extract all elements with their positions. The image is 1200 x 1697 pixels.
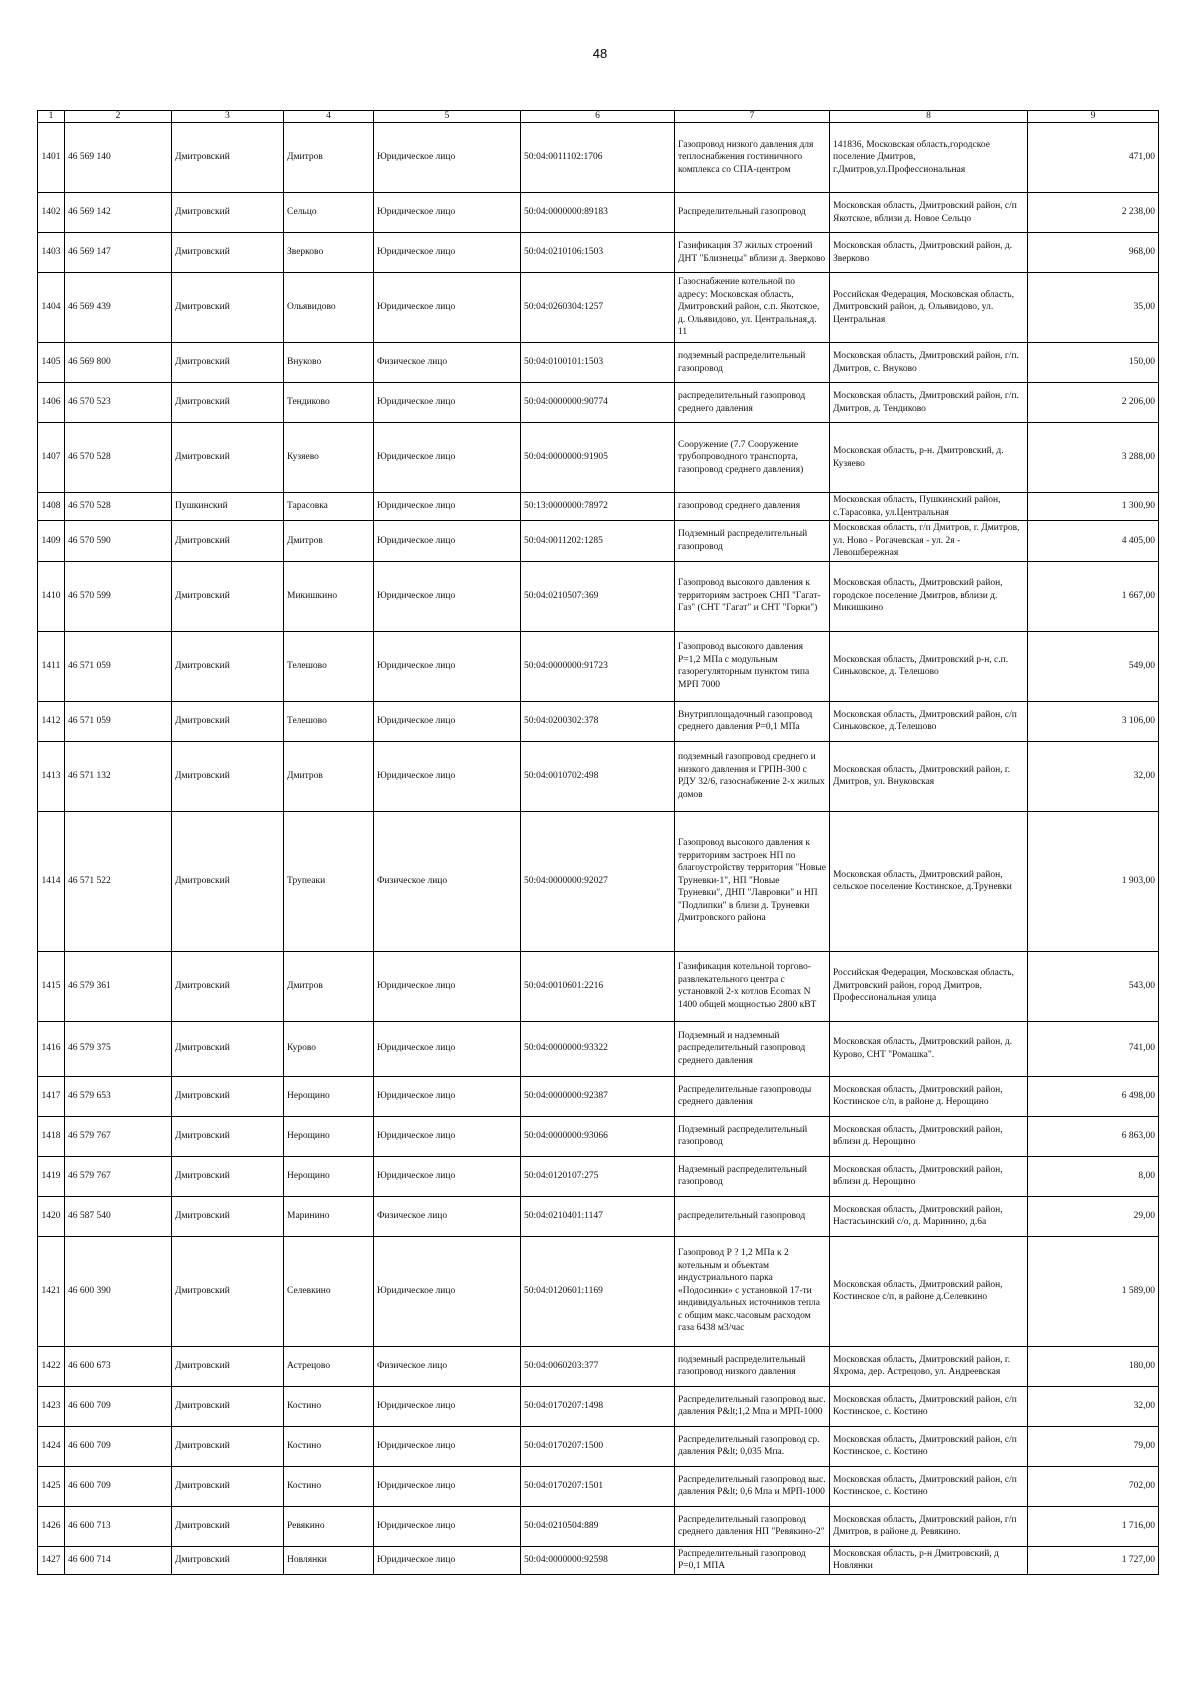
table-cell-col7: Распределительный газопровод ср. давления P&lt; 0,035 Мпа. — [675, 1426, 830, 1466]
table-cell-col7: Газопровод высокого давления к территориям застроек НП по благоустройству территория "Новые Труневки-1", НП "Новые Труневки", ДНП "Лавровки" и НП "Подлипки" в близи д. Труневки Дмитровского района — [675, 811, 830, 951]
table-cell-col3: Пушкинский — [172, 493, 284, 521]
header-row — [38, 111, 1159, 123]
table-cell-col7: Газификация 37 жилых строений ДНТ "Близнецы" вблизи д. Зверково — [675, 233, 830, 273]
table-cell-col6: 50:04:0000000:90774 — [521, 383, 675, 423]
table-cell-col9: 29,00 — [1028, 1196, 1159, 1236]
table-cell-col6: 50:04:0120107:275 — [521, 1156, 675, 1196]
table-cell-col8: Московская область, Дмитровский р-н, с.п. Синьковское, д. Телешово — [830, 631, 1028, 701]
table-cell-col3: Дмитровский — [172, 1506, 284, 1546]
column-header: 8 — [830, 111, 1028, 123]
table-cell-col3: Дмитровский — [172, 1156, 284, 1196]
table-cell-col4: Сельцо — [284, 193, 374, 233]
table-cell-col4: Селевкино — [284, 1236, 374, 1346]
table-cell-col9: 968,00 — [1028, 233, 1159, 273]
table-cell-col2: 46 600 714 — [65, 1546, 172, 1574]
table-cell-col5: Юридическое лицо — [374, 1076, 521, 1116]
table-cell-col3: Дмитровский — [172, 383, 284, 423]
table-cell-col1: 1417 — [38, 1076, 65, 1116]
table-cell-col2: 46 579 767 — [65, 1156, 172, 1196]
table-cell-col9: 8,00 — [1028, 1156, 1159, 1196]
table-cell-col7: подземный распределительный газопровод — [675, 343, 830, 383]
table-cell-col9: 3 106,00 — [1028, 701, 1159, 741]
table-cell-col7: Газоснабжение котельной по адресу: Московская область, Дмитровский район, с.п. Якотское, д. Ольявидово, ул. Центральная,д. 11 — [675, 273, 830, 343]
table-cell-col4: Ольявидово — [284, 273, 374, 343]
table-cell-col8: Московская область, г/п Дмитров, г. Дмитров, ул. Ново - Рогачевская - ул. 2я - Левошбережная — [830, 521, 1028, 562]
table-cell-col9: 32,00 — [1028, 741, 1159, 811]
table-cell-col4: Ревякино — [284, 1506, 374, 1546]
table-cell-col5: Юридическое лицо — [374, 1506, 521, 1546]
table-row — [38, 631, 1159, 701]
table-cell-col3: Дмитровский — [172, 811, 284, 951]
table-cell-col5: Юридическое лицо — [374, 1466, 521, 1506]
table-cell-col7: Газопровод высокого давления к территориям застроек СНП "Гагат-Газ" (СНТ "Гагат" и СНТ "Горки") — [675, 561, 830, 631]
table-cell-col3: Дмитровский — [172, 561, 284, 631]
table-cell-col2: 46 571 059 — [65, 701, 172, 741]
table-cell-col7: Подземный распределительный газопровод — [675, 521, 830, 562]
table-cell-col2: 46 579 361 — [65, 951, 172, 1021]
table-cell-col1: 1408 — [38, 493, 65, 521]
table-cell-col2: 46 579 375 — [65, 1021, 172, 1076]
table-cell-col3: Дмитровский — [172, 951, 284, 1021]
table-cell-col8: Московская область, Дмитровский район, с/п Костинское, с. Костино — [830, 1386, 1028, 1426]
table-cell-col9: 35,00 — [1028, 273, 1159, 343]
table-cell-col9: 6 498,00 — [1028, 1076, 1159, 1116]
table-cell-col9: 3 288,00 — [1028, 423, 1159, 493]
table-cell-col1: 1414 — [38, 811, 65, 951]
table-cell-col6: 50:04:0000000:92027 — [521, 811, 675, 951]
table-cell-col8: Московская область, Дмитровский район, г/п Дмитров, в районе д. Ревякино. — [830, 1506, 1028, 1546]
table-row — [38, 343, 1159, 383]
table-cell-col8: Московская область, Дмитровский район, с/п Якотское, вблизи д. Новое Сельцо — [830, 193, 1028, 233]
table-cell-col5: Юридическое лицо — [374, 123, 521, 193]
table-cell-col5: Юридическое лицо — [374, 1116, 521, 1156]
table-cell-col3: Дмитровский — [172, 1386, 284, 1426]
table-row — [38, 233, 1159, 273]
table-cell-col6: 50:04:0010601:2216 — [521, 951, 675, 1021]
table-cell-col5: Юридическое лицо — [374, 951, 521, 1021]
table-cell-col7: Распределительный газопровод выс. давления P&lt;1,2 Мпа и МРП-1000 — [675, 1386, 830, 1426]
table-cell-col4: Маринино — [284, 1196, 374, 1236]
table-cell-col2: 46 570 590 — [65, 521, 172, 562]
table-cell-col1: 1420 — [38, 1196, 65, 1236]
table-cell-col3: Дмитровский — [172, 1021, 284, 1076]
table-cell-col8: Московская область, Дмитровский район, с/п Костинское, с. Костино — [830, 1426, 1028, 1466]
table-cell-col6: 50:04:0210507:369 — [521, 561, 675, 631]
table-cell-col3: Дмитровский — [172, 1076, 284, 1116]
table-cell-col1: 1426 — [38, 1506, 65, 1546]
table-cell-col6: 50:04:0000000:91905 — [521, 423, 675, 493]
table-cell-col5: Физическое лицо — [374, 1196, 521, 1236]
table-cell-col3: Дмитровский — [172, 1466, 284, 1506]
table-cell-col7: подземный газопровод среднего и низкого давления и ГРПН-300 с РДУ 32/6, газоснабжение 2-х жилых домов — [675, 741, 830, 811]
table-cell-col6: 50:04:0000000:89183 — [521, 193, 675, 233]
table-cell-col6: 50:13:0000000:78972 — [521, 493, 675, 521]
table-cell-col2: 46 570 528 — [65, 423, 172, 493]
table-cell-col5: Юридическое лицо — [374, 1236, 521, 1346]
table-cell-col3: Дмитровский — [172, 1236, 284, 1346]
table-cell-col4: Курово — [284, 1021, 374, 1076]
table-cell-col6: 50:04:0210504:889 — [521, 1506, 675, 1546]
table-cell-col7: Сооружение (7.7 Сооружение трубопроводного транспорта, газопровод среднего давления) — [675, 423, 830, 493]
table-cell-col7: Внутриплощадочный газопровод среднего давления Р=0,1 МПа — [675, 701, 830, 741]
table-cell-col8: Московская область, Дмитровский район, г/п. Дмитров, д. Тендиково — [830, 383, 1028, 423]
table-cell-col7: Распределительные газопроводы среднего давления — [675, 1076, 830, 1116]
table-cell-col4: Костино — [284, 1426, 374, 1466]
table-cell-col6: 50:04:0000000:92598 — [521, 1546, 675, 1574]
table-cell-col4: Трупеаки — [284, 811, 374, 951]
table-cell-col2: 46 570 528 — [65, 493, 172, 521]
table-cell-col5: Юридическое лицо — [374, 631, 521, 701]
table-cell-col9: 1 589,00 — [1028, 1236, 1159, 1346]
table-cell-col6: 50:04:0120601:1169 — [521, 1236, 675, 1346]
table-cell-col1: 1424 — [38, 1426, 65, 1466]
table-cell-col5: Физическое лицо — [374, 1346, 521, 1386]
table-cell-col6: 50:04:0000000:92387 — [521, 1076, 675, 1116]
table-cell-col6: 50:04:0200302:378 — [521, 701, 675, 741]
table-cell-col2: 46 600 709 — [65, 1426, 172, 1466]
table-cell-col1: 1410 — [38, 561, 65, 631]
table-cell-col4: Костино — [284, 1386, 374, 1426]
table-cell-col9: 1 727,00 — [1028, 1546, 1159, 1574]
table-cell-col3: Дмитровский — [172, 631, 284, 701]
table-row — [38, 951, 1159, 1021]
table-cell-col5: Юридическое лицо — [374, 273, 521, 343]
table-cell-col4: Новлянки — [284, 1546, 374, 1574]
table-cell-col4: Дмитров — [284, 741, 374, 811]
table-cell-col7: Распределительный газопровод среднего давления НП "Ревякино-2" — [675, 1506, 830, 1546]
table-cell-col4: Микишкино — [284, 561, 374, 631]
column-header: 5 — [374, 111, 521, 123]
table-cell-col9: 180,00 — [1028, 1346, 1159, 1386]
table-cell-col4: Дмитров — [284, 521, 374, 562]
table-cell-col1: 1423 — [38, 1386, 65, 1426]
table-cell-col4: Тендиково — [284, 383, 374, 423]
table-row — [38, 1236, 1159, 1346]
table-cell-col1: 1401 — [38, 123, 65, 193]
table-cell-col8: Московская область, Дмитровский район, г. Яхрома, дер. Астрецово, ул. Андреевская — [830, 1346, 1028, 1386]
table-cell-col8: Московская область, Дмитровский район, г/п. Дмитров, с. Внуково — [830, 343, 1028, 383]
table-cell-col5: Юридическое лицо — [374, 423, 521, 493]
table-cell-col4: Нерощино — [284, 1116, 374, 1156]
table-cell-col3: Дмитровский — [172, 1546, 284, 1574]
table-cell-col2: 46 569 142 — [65, 193, 172, 233]
table-cell-col9: 1 300,90 — [1028, 493, 1159, 521]
table-cell-col8: Московская область, р-н Дмитровский, д Новлянки — [830, 1546, 1028, 1574]
table-cell-col6: 50:04:0000000:93322 — [521, 1021, 675, 1076]
table-cell-col9: 702,00 — [1028, 1466, 1159, 1506]
table-cell-col2: 46 600 673 — [65, 1346, 172, 1386]
table-cell-col2: 46 600 713 — [65, 1506, 172, 1546]
table-cell-col7: Газификация котельной торгово-развлекательного центра с установкой 2-х котлов Ecomax N 1400 общей мощностью 2800 кВТ — [675, 951, 830, 1021]
table-cell-col1: 1407 — [38, 423, 65, 493]
table-cell-col7: распределительный газопровод среднего давления — [675, 383, 830, 423]
table-cell-col4: Костино — [284, 1466, 374, 1506]
table-row — [38, 423, 1159, 493]
table-cell-col9: 150,00 — [1028, 343, 1159, 383]
table-cell-col9: 1 903,00 — [1028, 811, 1159, 951]
table-cell-col4: Телешово — [284, 701, 374, 741]
table-row — [38, 1076, 1159, 1116]
table-cell-col7: Распределительный газопровод выс. давления P&lt; 0,6 Мпа и МРП-1000 — [675, 1466, 830, 1506]
table-row — [38, 1386, 1159, 1426]
table-cell-col7: распределительный газопровод — [675, 1196, 830, 1236]
table-cell-col7: Подземный и надземный распределительный газопровод среднего давления — [675, 1021, 830, 1076]
table-cell-col4: Дмитров — [284, 951, 374, 1021]
table-cell-col8: Московская область, Дмитровский район, сельское поселение Костинское, д.Труневки — [830, 811, 1028, 951]
table-cell-col7: Газопровод Р ? 1,2 МПа к 2 котельным и объектам индустриального парка «Подосинки» с установкой 17-ти индивидуальных источников тепла с общим макс.часовым расходом газа 6438 м3/час — [675, 1236, 830, 1346]
table-row — [38, 273, 1159, 343]
table-cell-col8: Московская область, р-н. Дмитровский, д. Кузяево — [830, 423, 1028, 493]
table-cell-col3: Дмитровский — [172, 1426, 284, 1466]
table-row — [38, 1116, 1159, 1156]
table-cell-col1: 1409 — [38, 521, 65, 562]
table-cell-col5: Юридическое лицо — [374, 383, 521, 423]
table-cell-col1: 1404 — [38, 273, 65, 343]
table-row — [38, 1021, 1159, 1076]
table-cell-col2: 46 600 390 — [65, 1236, 172, 1346]
table-cell-col8: Московская область, Дмитровский район, вблизи д. Нерощино — [830, 1156, 1028, 1196]
table-cell-col6: 50:04:0170207:1500 — [521, 1426, 675, 1466]
table-cell-col3: Дмитровский — [172, 123, 284, 193]
table-cell-col1: 1419 — [38, 1156, 65, 1196]
table-cell-col2: 46 570 599 — [65, 561, 172, 631]
table-cell-col4: Астрецово — [284, 1346, 374, 1386]
table-cell-col7: Распределительный газопровод — [675, 193, 830, 233]
table-cell-col6: 50:04:0210106:1503 — [521, 233, 675, 273]
table-cell-col9: 32,00 — [1028, 1386, 1159, 1426]
table-cell-col5: Юридическое лицо — [374, 701, 521, 741]
table-cell-col1: 1421 — [38, 1236, 65, 1346]
table-cell-col7: Распределительный газопровод Р=0,1 МПА — [675, 1546, 830, 1574]
table-cell-col1: 1405 — [38, 343, 65, 383]
table-cell-col1: 1418 — [38, 1116, 65, 1156]
table-cell-col9: 741,00 — [1028, 1021, 1159, 1076]
table-cell-col9: 4 405,00 — [1028, 521, 1159, 562]
table-cell-col5: Юридическое лицо — [374, 1386, 521, 1426]
table-cell-col5: Юридическое лицо — [374, 521, 521, 562]
column-header: 9 — [1028, 111, 1159, 123]
table-cell-col2: 46 569 800 — [65, 343, 172, 383]
table-cell-col4: Нерощино — [284, 1076, 374, 1116]
table-row — [38, 493, 1159, 521]
table-cell-col8: Московская область, Дмитровский район, с/п Синьковское, д.Телешово — [830, 701, 1028, 741]
table-cell-col3: Дмитровский — [172, 343, 284, 383]
table-cell-col2: 46 600 709 — [65, 1386, 172, 1426]
table-row — [38, 701, 1159, 741]
table-cell-col6: 50:04:0011202:1285 — [521, 521, 675, 562]
table-cell-col5: Юридическое лицо — [374, 1021, 521, 1076]
gas-pipeline-table — [37, 110, 1159, 1575]
table-row — [38, 1156, 1159, 1196]
table-cell-col7: газопровод среднего давления — [675, 493, 830, 521]
column-header: 1 — [38, 111, 65, 123]
table-cell-col9: 1 716,00 — [1028, 1506, 1159, 1546]
table-cell-col5: Юридическое лицо — [374, 1546, 521, 1574]
table-cell-col5: Физическое лицо — [374, 343, 521, 383]
table-cell-col9: 1 667,00 — [1028, 561, 1159, 631]
table-cell-col3: Дмитровский — [172, 193, 284, 233]
table-row — [38, 561, 1159, 631]
table-cell-col5: Юридическое лицо — [374, 1426, 521, 1466]
table-cell-col1: 1412 — [38, 701, 65, 741]
table-cell-col7: Подземный распределительный газопровод — [675, 1116, 830, 1156]
table-cell-col9: 471,00 — [1028, 123, 1159, 193]
table-cell-col1: 1406 — [38, 383, 65, 423]
table-cell-col8: Российская Федерация, Московская область, Дмитровский район, д. Ольявидово, ул. Центральная — [830, 273, 1028, 343]
table-cell-col9: 6 863,00 — [1028, 1116, 1159, 1156]
table-cell-col4: Зверково — [284, 233, 374, 273]
table-cell-col1: 1411 — [38, 631, 65, 701]
table-cell-col8: Московская область, Пушкинский район, с.Тарасовка, ул.Центральная — [830, 493, 1028, 521]
table-cell-col6: 50:04:0000000:91723 — [521, 631, 675, 701]
table-cell-col5: Юридическое лицо — [374, 193, 521, 233]
table-cell-col3: Дмитровский — [172, 1116, 284, 1156]
table-cell-col2: 46 587 540 — [65, 1196, 172, 1236]
table-cell-col5: Юридическое лицо — [374, 233, 521, 273]
table-cell-col5: Физическое лицо — [374, 811, 521, 951]
table-cell-col8: 141836, Московская область,городское поселение Дмитров, г.Дмитров,ул.Профессиональная — [830, 123, 1028, 193]
column-header: 4 — [284, 111, 374, 123]
table-cell-col4: Внуково — [284, 343, 374, 383]
table-row — [38, 1546, 1159, 1574]
table-cell-col2: 46 569 439 — [65, 273, 172, 343]
table-cell-col6: 50:04:0010702:498 — [521, 741, 675, 811]
table-row — [38, 123, 1159, 193]
column-header: 3 — [172, 111, 284, 123]
table-row — [38, 1466, 1159, 1506]
table-cell-col4: Дмитров — [284, 123, 374, 193]
table-cell-col9: 549,00 — [1028, 631, 1159, 701]
table-cell-col6: 50:04:0060203:377 — [521, 1346, 675, 1386]
table-cell-col2: 46 569 147 — [65, 233, 172, 273]
table-cell-col1: 1415 — [38, 951, 65, 1021]
table-cell-col1: 1425 — [38, 1466, 65, 1506]
table-cell-col6: 50:04:0170207:1501 — [521, 1466, 675, 1506]
table-cell-col2: 46 571 132 — [65, 741, 172, 811]
table-cell-col6: 50:04:0011102:1706 — [521, 123, 675, 193]
table-row — [38, 521, 1159, 562]
column-header: 2 — [65, 111, 172, 123]
table-cell-col8: Московская область, Дмитровский район, Костинское с/п, в районе д.Селевкино — [830, 1236, 1028, 1346]
table-cell-col4: Тарасовка — [284, 493, 374, 521]
table-cell-col6: 50:04:0170207:1498 — [521, 1386, 675, 1426]
page-number: 48 — [592, 46, 608, 61]
table-cell-col6: 50:04:0210401:1147 — [521, 1196, 675, 1236]
table-cell-col5: Юридическое лицо — [374, 493, 521, 521]
table-cell-col4: Кузяево — [284, 423, 374, 493]
table-cell-col3: Дмитровский — [172, 423, 284, 493]
table-cell-col2: 46 571 059 — [65, 631, 172, 701]
table-row — [38, 1506, 1159, 1546]
table-cell-col1: 1427 — [38, 1546, 65, 1574]
table-cell-col8: Московская область, Дмитровский район, городское поселение Дмитров, вблизи д. Микишкино — [830, 561, 1028, 631]
column-header: 6 — [521, 111, 675, 123]
table-cell-col3: Дмитровский — [172, 741, 284, 811]
table-cell-col1: 1416 — [38, 1021, 65, 1076]
table-cell-col9: 79,00 — [1028, 1426, 1159, 1466]
table-cell-col9: 2 238,00 — [1028, 193, 1159, 233]
table-cell-col2: 46 570 523 — [65, 383, 172, 423]
table-cell-col2: 46 579 767 — [65, 1116, 172, 1156]
table-cell-col1: 1403 — [38, 233, 65, 273]
table-cell-col7: Надземный распределительный газопровод — [675, 1156, 830, 1196]
table-cell-col8: Московская область, Дмитровский район, Настасьинский с/о, д. Маринино, д.6а — [830, 1196, 1028, 1236]
table-cell-col5: Юридическое лицо — [374, 561, 521, 631]
table-cell-col1: 1413 — [38, 741, 65, 811]
column-header: 7 — [675, 111, 830, 123]
table-cell-col3: Дмитровский — [172, 273, 284, 343]
table-cell-col3: Дмитровский — [172, 1196, 284, 1236]
table-cell-col7: Газопровод низкого давления для теплоснабжения гостиничного комплекса со СПА-центром — [675, 123, 830, 193]
table-row — [38, 193, 1159, 233]
table-cell-col6: 50:04:0100101:1503 — [521, 343, 675, 383]
table-cell-col3: Дмитровский — [172, 701, 284, 741]
table-row — [38, 741, 1159, 811]
table-cell-col7: Газопровод высокого давления Р=1,2 МПа с модульным газорегуляторным пунктом типа МРП 7000 — [675, 631, 830, 701]
table-cell-col8: Московская область, Дмитровский район, г. Дмитров, ул. Внуковская — [830, 741, 1028, 811]
table-cell-col8: Московская область, Дмитровский район, д. Зверково — [830, 233, 1028, 273]
table-cell-col6: 50:04:0000000:93066 — [521, 1116, 675, 1156]
table-cell-col3: Дмитровский — [172, 521, 284, 562]
table-cell-col2: 46 600 709 — [65, 1466, 172, 1506]
table-row — [38, 1346, 1159, 1386]
table-cell-col9: 543,00 — [1028, 951, 1159, 1021]
table-cell-col3: Дмитровский — [172, 233, 284, 273]
table-cell-col2: 46 569 140 — [65, 123, 172, 193]
table-cell-col8: Московская область, Дмитровский район, Костинское с/п, в районе д. Нерощино — [830, 1076, 1028, 1116]
table-cell-col6: 50:04:0260304:1257 — [521, 273, 675, 343]
table-cell-col9: 2 206,00 — [1028, 383, 1159, 423]
table-row — [38, 1426, 1159, 1466]
table-cell-col8: Московская область, Дмитровский район, д. Курово, СНТ "Ромашка". — [830, 1021, 1028, 1076]
table-cell-col5: Юридическое лицо — [374, 741, 521, 811]
table-cell-col2: 46 579 653 — [65, 1076, 172, 1116]
table-cell-col4: Нерощино — [284, 1156, 374, 1196]
table-cell-col7: подземный распределительный газопровод низкого давления — [675, 1346, 830, 1386]
table-row — [38, 1196, 1159, 1236]
table-cell-col8: Российская Федерация, Московская область, Дмитровский район, город Дмитров, Профессиональная улица — [830, 951, 1028, 1021]
table-cell-col8: Московская область, Дмитровский район, вблизи д. Нерощино — [830, 1116, 1028, 1156]
table-cell-col8: Московская область, Дмитровский район, с/п Костинское, с. Костино — [830, 1466, 1028, 1506]
table-row — [38, 811, 1159, 951]
table-cell-col3: Дмитровский — [172, 1346, 284, 1386]
table-cell-col1: 1402 — [38, 193, 65, 233]
table-cell-col1: 1422 — [38, 1346, 65, 1386]
table-row — [38, 383, 1159, 423]
table-cell-col4: Телешово — [284, 631, 374, 701]
table-cell-col5: Юридическое лицо — [374, 1156, 521, 1196]
table-cell-col2: 46 571 522 — [65, 811, 172, 951]
